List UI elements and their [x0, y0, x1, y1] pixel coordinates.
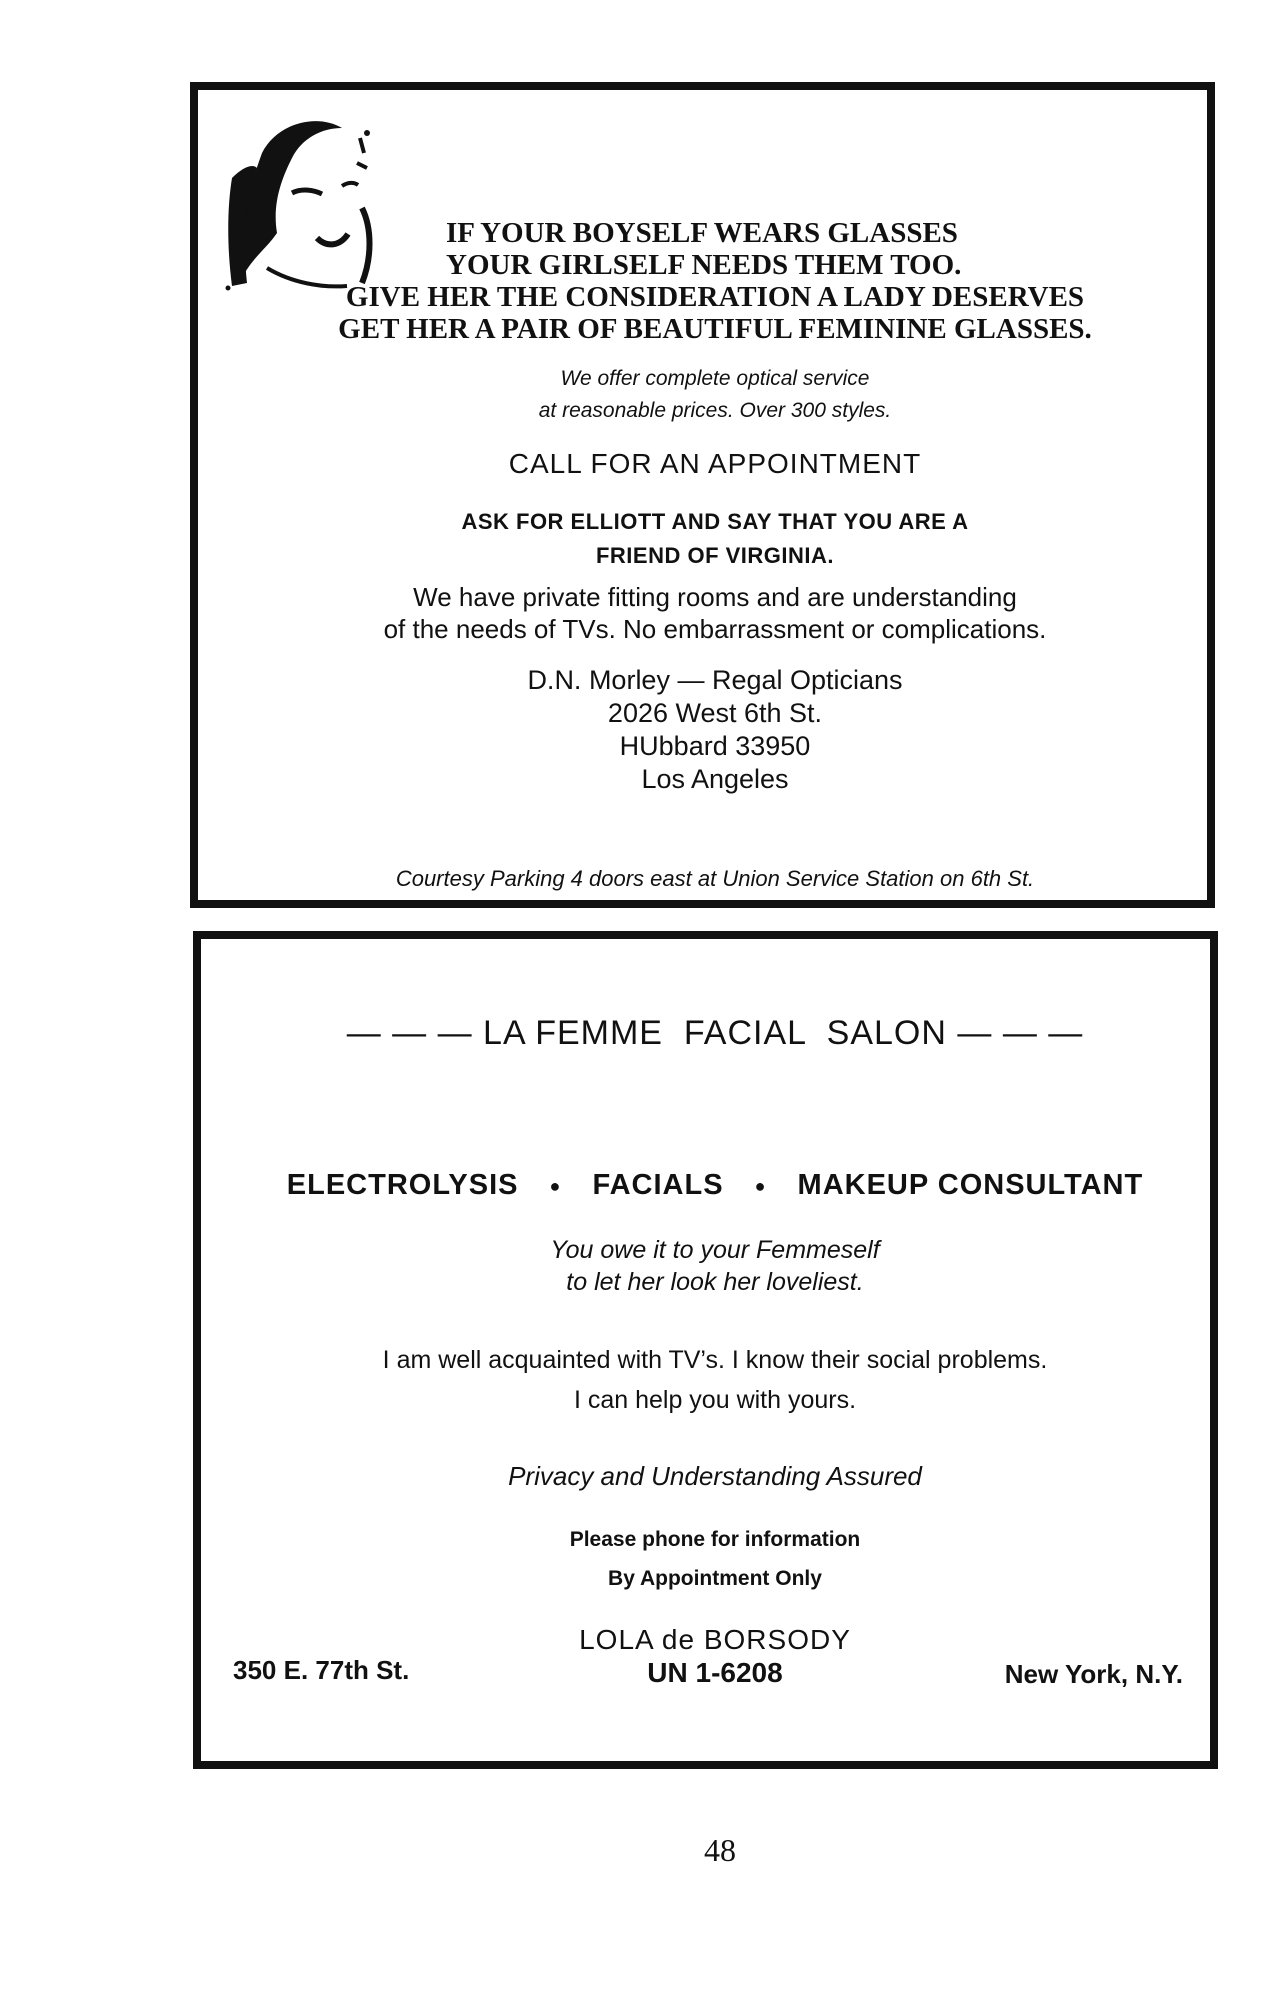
address-line: HUbbard 33950 [619, 731, 811, 761]
appointment-note: By Appointment Only [608, 1567, 822, 1590]
service-facials: FACIALS [592, 1169, 724, 1201]
address-line: D.N. Morley — Regal Opticians [527, 665, 903, 695]
body-text: I am well acquainted with TV’s. I know their social problems. [382, 1346, 1048, 1374]
service-electrolysis: ELECTROLYSIS [286, 1169, 519, 1201]
owner-name: LOLA de BORSODY [579, 1624, 851, 1655]
street-address: 350 E. 77th St. [233, 1655, 410, 1685]
page-number: 48 [704, 1832, 736, 1868]
bullet-icon: ● [754, 1176, 767, 1197]
parking-note: Courtesy Parking 4 doors east at Union Service Station on 6th St. [395, 866, 1035, 891]
tagline: to let her look her loveliest. [566, 1268, 864, 1296]
service-makeup: MAKEUP CONSULTANT [797, 1169, 1144, 1201]
private-text: We have private fitting rooms and are understanding [413, 582, 1017, 612]
body-text: I can help you with yours. [573, 1386, 857, 1414]
headline-line: GIVE HER THE CONSIDERATION A LADY DESERVES [345, 281, 1085, 313]
address-line: 2026 West 6th St. [607, 698, 823, 728]
services-row [0, 1171, 1283, 1200]
headline-line: YOUR GIRLSELF NEEDS THEM TOO. [446, 249, 962, 281]
call-heading: CALL FOR AN APPOINTMENT [508, 448, 922, 479]
offer-text: We offer complete optical service [560, 367, 870, 390]
private-text: of the needs of TVs. No embarrassment or complications. [383, 614, 1047, 644]
ask-text: FRIEND OF VIRGINIA. [595, 543, 835, 568]
city: New York, N.Y. [1004, 1659, 1183, 1689]
headline-line: GET HER A PAIR OF BEAUTIFUL FEMININE GLASSES. [338, 313, 1092, 345]
offer-text: at reasonable prices. Over 300 styles. [538, 399, 892, 422]
address-line: Los Angeles [641, 764, 789, 794]
phone-number: UN 1-6208 [647, 1657, 783, 1688]
tagline: You owe it to your Femmeself [550, 1236, 880, 1264]
salon-title: — — — LA FEMME FACIAL SALON — — — [346, 1014, 1084, 1052]
ask-text: ASK FOR ELLIOTT AND SAY THAT YOU ARE A [461, 509, 969, 534]
privacy-text: Privacy and Understanding Assured [508, 1461, 922, 1491]
bullet-icon: ● [549, 1176, 562, 1197]
woman-portrait-illustration [222, 108, 392, 293]
headline-line: IF YOUR BOYSELF WEARS GLASSES [446, 217, 958, 249]
phone-note: Please phone for information [569, 1528, 861, 1551]
